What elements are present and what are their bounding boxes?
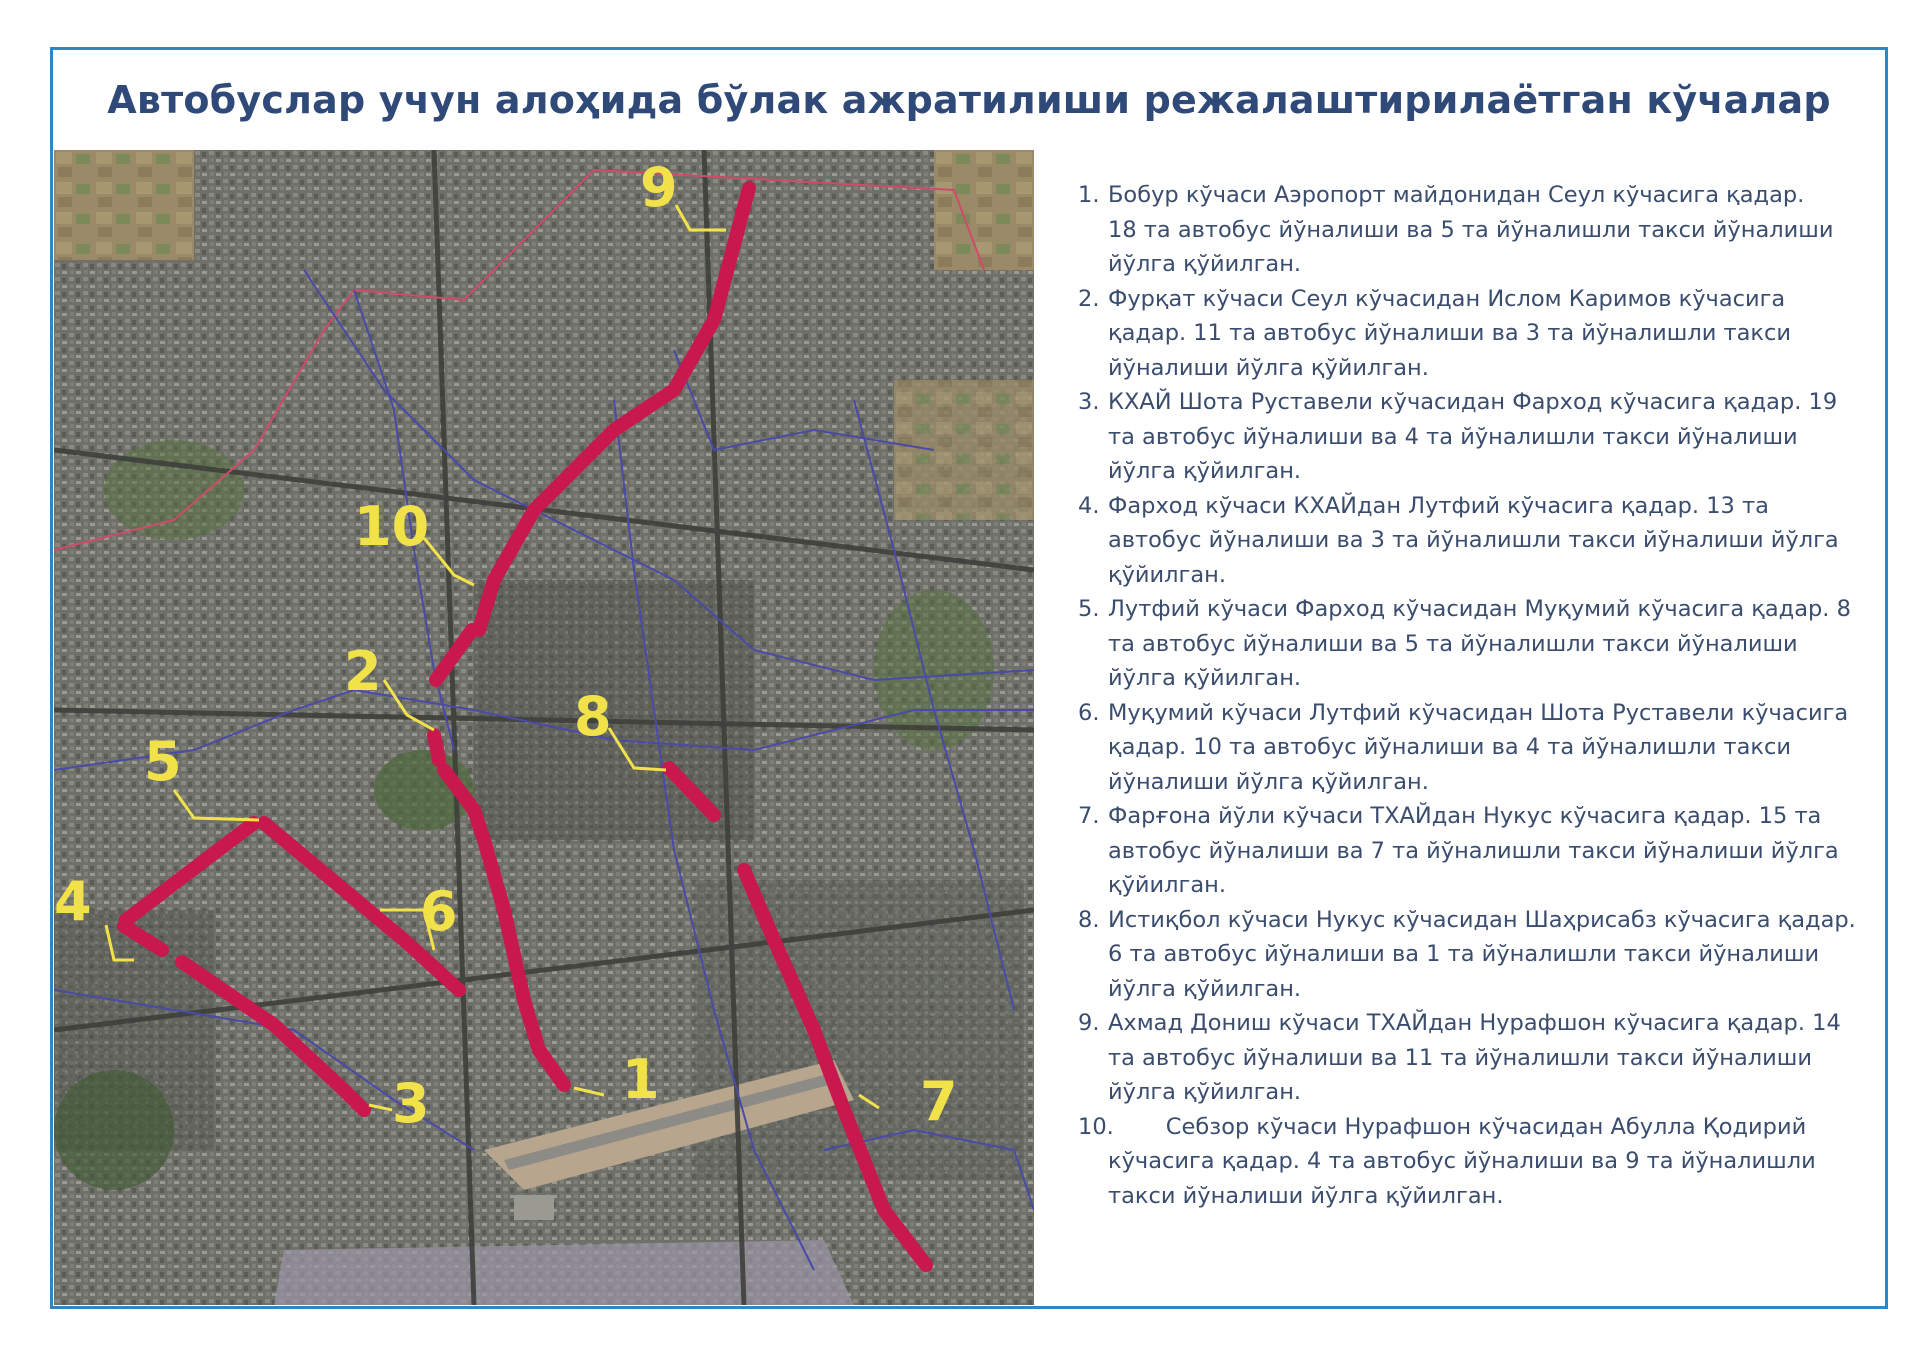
satellite-map <box>54 150 1034 1305</box>
route-description: Фурқат кўчаси Сеул кўчасидан Ислом Каримов кўчасига қадар. 11 та автобус йўналиши ва 3 та йўналишли такси йўналиши йўлга қўйилган. <box>1108 285 1791 381</box>
route-item-1 <box>1078 178 1868 282</box>
map-label-5: 5 <box>144 730 182 793</box>
route-description: Фарход кўчаси КХАЙдан Лутфий кўчасига қадар. 13 та автобус йўналиши ва 3 та йўналишли такси йўналиши йўлга қўйилган. <box>1108 492 1839 588</box>
route-item-2 <box>1078 282 1868 386</box>
route-description: Истиқбол кўчаси Нукус кўчасидан Шаҳрисабз кўчасига қадар. 6 та автобус йўналиши ва 1 та йўналишли такси йўналиши йўлга қўйилган. <box>1108 906 1856 1002</box>
route-description: Фарғона йўли кўчаси ТХАЙдан Нукус кўчасига қадар. 15 та автобус йўналиши ва 7 та йўналишли такси йўналиши йўлга қўйилган. <box>1108 803 1839 898</box>
route-item-8 <box>1078 903 1868 1007</box>
route-description: Ахмад Дониш кўчаси ТХАЙдан Нурафшон кўчасига қадар. 14 та автобус йўналиши ва 11 та йўналишли такси йўналиши йўлга қўйилган. <box>1108 1010 1841 1105</box>
map-label-10: 10 <box>354 495 430 558</box>
map-label-8: 8 <box>574 685 612 748</box>
map-label-1: 1 <box>622 1048 660 1111</box>
map-canvas <box>54 150 1034 1305</box>
route-number: 5. <box>1078 596 1100 622</box>
route-item-7 <box>1078 799 1868 903</box>
route-2-upper <box>434 735 439 760</box>
route-item-10 <box>1078 1110 1868 1214</box>
route-number: 2. <box>1078 285 1100 312</box>
route-extra: 18 та автобус йўналиши ва 5 та йўналишли такси йўналиши йўлга қўйилган. <box>1108 216 1834 277</box>
route-number: 7. <box>1078 803 1100 829</box>
route-number: 4. <box>1078 492 1100 519</box>
route-item-3 <box>1078 385 1868 489</box>
route-description: Муқумий кўчаси Лутфий кўчасидан Шота Руставели кўчасига қадар. 10 та автобус йўналиши ва 4 та йўналишли такси йўналиши йўлга қўйилган. <box>1108 699 1849 795</box>
route-number: 3. <box>1078 389 1100 415</box>
route-number: 1. <box>1078 182 1100 208</box>
map-label-6: 6 <box>420 880 458 943</box>
route-description: Себзор кўчаси Нурафшон кўчасидан Абулла Қодирий кўчасига қадар. 4 та автобус йўналиши ва 9 та йўналишли такси йўналиши йўлга қўйилган. <box>1108 1113 1816 1209</box>
route-number: 10. <box>1078 1113 1114 1140</box>
map-label-7: 7 <box>920 1070 958 1133</box>
map-label-3: 3 <box>392 1072 430 1135</box>
page-title: Автобуслар учун алоҳида бўлак ажратилиши режалаштирилаётган кўчалар <box>107 78 1831 122</box>
map-label-2: 2 <box>344 640 382 703</box>
route-description: Лутфий кўчаси Фарход кўчасидан Муқумий кўчасига қадар. 8 та автобус йўналиши ва 5 та йўналишли такси йўналиши йўлга қўйилган. <box>1108 596 1851 691</box>
map-label-9: 9 <box>640 156 678 219</box>
route-description: Бобур кўчаси Аэропорт майдонидан Сеул кўчасига қадар. <box>1108 182 1805 208</box>
route-item-5 <box>1078 592 1868 696</box>
route-number: 9. <box>1078 1010 1100 1036</box>
route-item-4 <box>1078 489 1868 593</box>
route-number: 6. <box>1078 699 1100 726</box>
map-label-4: 4 <box>54 870 92 933</box>
route-description: КХАЙ Шота Руставели кўчасидан Фарход кўчасига қадар. 19 та автобус йўналиши ва 4 та йўналишли такси йўналиши йўлга қўйилган. <box>1108 389 1838 484</box>
route-item-9 <box>1078 1006 1868 1110</box>
route-number: 8. <box>1078 906 1100 933</box>
routes-legend <box>1078 178 1868 1213</box>
route-item-6 <box>1078 696 1868 800</box>
